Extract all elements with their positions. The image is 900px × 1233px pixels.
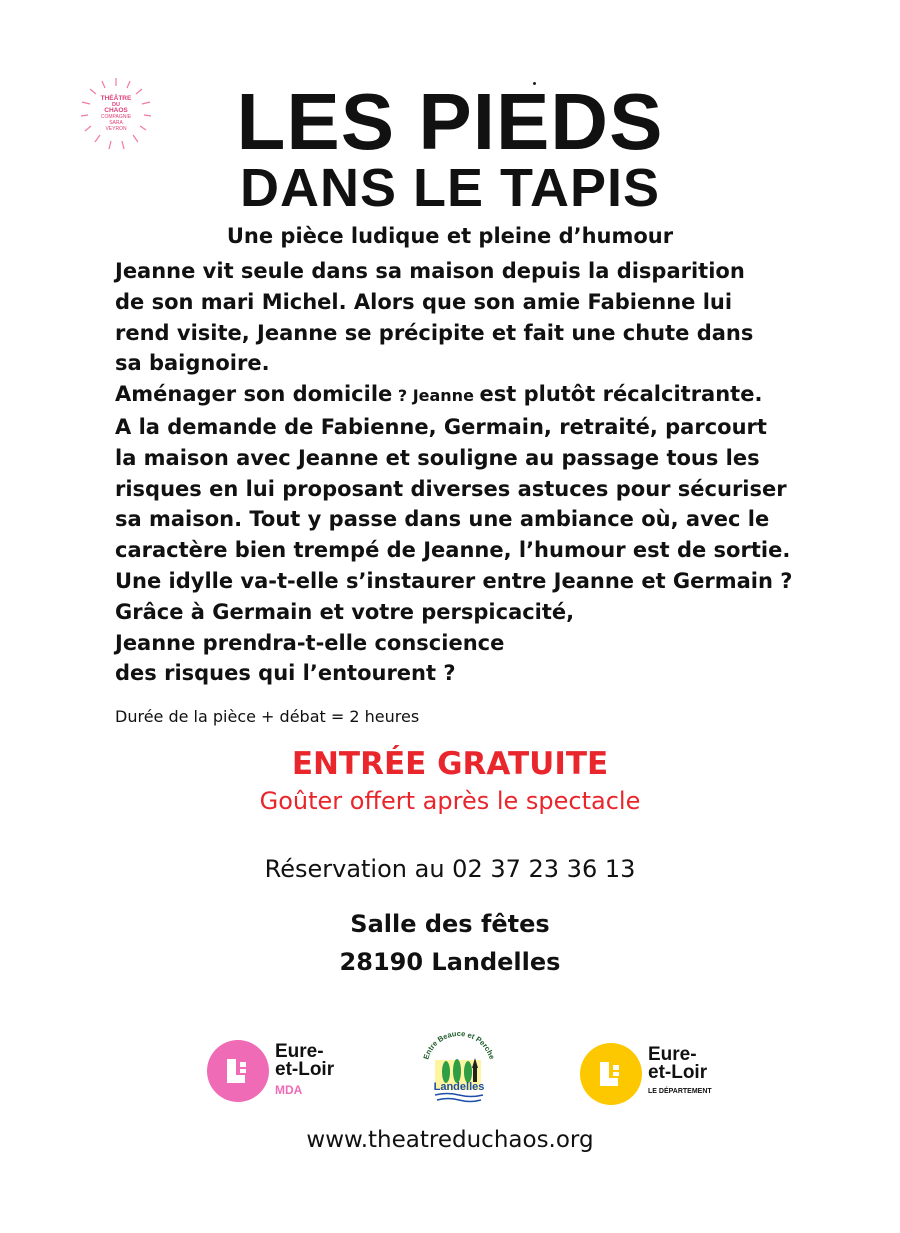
landelles-name: Landelles — [433, 1081, 485, 1093]
mda-logo-text — [275, 1043, 334, 1079]
synopsis-line: rend visite, Jeanne se précipite et fait une chute dans — [115, 320, 754, 345]
snack-note: Goûter offert après le spectacle — [259, 787, 641, 815]
logo-text-theatre: THÉÂTRE — [100, 95, 132, 102]
title-line-2: DANS LE TAPIS — [239, 158, 661, 218]
synopsis-line-part: Aménager son domicile — [115, 382, 393, 407]
eure-et-loir-departement-logo — [580, 1043, 730, 1105]
title-line-1: LES PIEDS — [236, 77, 664, 166]
logo-text-veyron: VEYRON — [105, 126, 127, 132]
duration-note: Durée de la pièce + débat = 2 heures — [115, 707, 420, 726]
venue — [0, 905, 900, 981]
mda-sub: MDA — [275, 1083, 303, 1097]
synopsis-line: caractère bien trempé de Jeanne, l’humour est de sortie. — [115, 538, 791, 563]
landelles-logo — [413, 1028, 505, 1110]
dept-line1: Eure- — [648, 1044, 697, 1065]
synopsis-line: de son mari Michel. Alors que son amie Fabienne lui — [115, 289, 733, 314]
synopsis-line: Jeanne vit seule dans sa maison depuis la disparition — [115, 259, 745, 283]
dept-sub: LE DÉPARTEMENT — [648, 1088, 712, 1095]
mda-circle-icon — [207, 1040, 269, 1102]
synopsis-line: Jeanne prendra-t-elle conscience — [115, 630, 505, 655]
landelles-arc-text: Entre Beauce et Perche — [421, 1028, 497, 1061]
synopsis-line: la maison avec Jeanne et souligne au passage tous les — [115, 445, 760, 470]
synopsis — [115, 256, 835, 689]
synopsis-line: A la demande de Fabienne, Germain, retraité, parcourt — [115, 414, 767, 439]
synopsis-line: Grâce à Germain et votre perspicacité, — [115, 599, 575, 624]
dept-line2: et-Loir — [648, 1062, 708, 1083]
dept-logo-text — [648, 1046, 707, 1082]
eure-et-loir-mda-logo — [207, 1040, 347, 1102]
mda-line1: Eure- — [275, 1041, 324, 1062]
logo-text-chaos: CHAOS — [104, 107, 128, 114]
dept-circle-icon — [580, 1043, 642, 1105]
subtitle: Une pièce ludique et pleine d’humour — [226, 224, 674, 248]
synopsis-line — [115, 379, 835, 412]
logo-text-compagnie: COMPAGNIE — [100, 114, 132, 120]
synopsis-line-small: ? Jeanne — [392, 386, 480, 406]
reservation-phone: Réservation au 02 37 23 36 13 — [264, 855, 636, 883]
free-entry-heading: ENTRÉE GRATUITE — [291, 746, 609, 782]
synopsis-line: risques en lui proposant diverses astuces pour sécuriser — [115, 476, 787, 501]
venue-name: Salle des fêtes — [350, 910, 550, 938]
logo-text-sara: SARA — [109, 120, 123, 126]
logo-text-du: DU — [112, 102, 120, 108]
synopsis-line-part: est plutôt récalcitrante. — [479, 382, 763, 407]
synopsis-line: sa baignoire. — [115, 351, 270, 376]
svg-text:Entre Beauce et Perche — [421, 1029, 496, 1061]
synopsis-line: sa maison. Tout y passe dans une ambiance où, avec le — [115, 507, 770, 532]
website-url[interactable]: www.theatreduchaos.org — [306, 1127, 594, 1153]
synopsis-line: des risques qui l’entourent ? — [115, 661, 456, 686]
mda-line2: et-Loir — [275, 1059, 335, 1080]
synopsis-line: Une idylle va-t-elle s’instaurer entre Jeanne et Germain ? — [115, 568, 793, 593]
venue-address: 28190 Landelles — [339, 948, 561, 976]
